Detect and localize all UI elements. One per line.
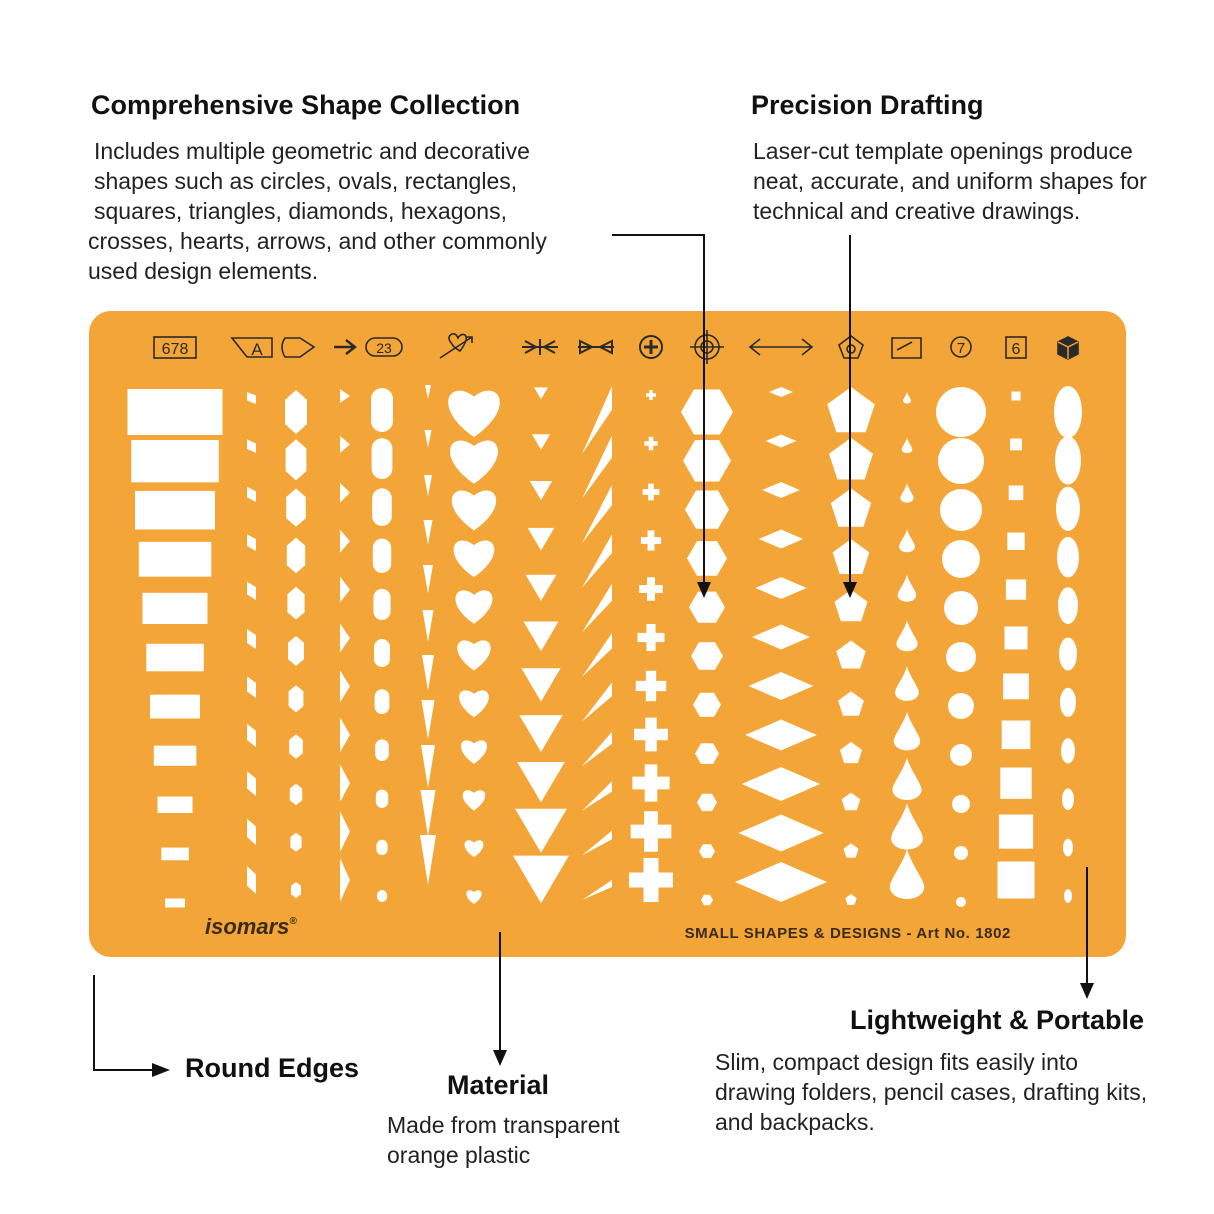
slot-cutout — [373, 539, 391, 573]
slot-cutout — [377, 890, 387, 902]
rectangle-cutout — [150, 695, 200, 719]
ellipse-cutout — [1057, 537, 1079, 578]
ellipse-cutout — [1055, 436, 1081, 484]
ellipse-cutout — [1063, 839, 1073, 857]
desc-line: orange plastic — [387, 1142, 531, 1168]
desc-line: Slim, compact design fits easily into — [715, 1049, 1079, 1075]
circle-cutout — [940, 489, 982, 531]
square-cutout — [1002, 721, 1031, 750]
slot-cutout — [372, 438, 393, 479]
feature-edges-title: Round Edges — [185, 1053, 359, 1083]
slot-cutout — [373, 589, 390, 620]
circle-cutout — [944, 591, 978, 625]
ellipse-cutout — [1061, 738, 1075, 763]
square-cutout — [1000, 768, 1031, 799]
ellipse-cutout — [1056, 487, 1080, 531]
desc-line: crosses, hearts, arrows, and other commonly — [88, 228, 547, 254]
number-text: 23 — [376, 340, 392, 356]
feature-material-desc — [387, 1110, 620, 1170]
desc-line: Made from transparent — [387, 1112, 620, 1138]
letter-a-text: A — [251, 340, 263, 359]
slot-cutout — [375, 689, 390, 714]
desc-line: drawing folders, pencil cases, drafting kits, — [715, 1079, 1148, 1105]
rectangle-cutout — [139, 542, 212, 577]
ellipse-cutout — [1058, 587, 1078, 624]
ellipse-cutout — [1064, 889, 1072, 903]
circle-number-text: 7 — [956, 340, 966, 357]
brand-logo: isomars® — [205, 914, 297, 939]
feature-precision-desc — [753, 136, 1147, 226]
feature-shapes-desc — [88, 136, 547, 286]
slot-cutout — [375, 739, 389, 761]
square-cutout — [1003, 674, 1029, 700]
square-cutout — [1005, 627, 1028, 650]
rectangle-cutout — [131, 440, 219, 482]
desc-line: used design elements. — [88, 258, 319, 284]
converge-arrows-icon — [522, 339, 558, 355]
desc-line: Laser-cut template openings produce — [753, 138, 1133, 164]
desc-line: and backpacks. — [715, 1109, 875, 1135]
slot-cutout — [374, 639, 390, 667]
feature-portable-title: Lightweight & Portable — [850, 1005, 1144, 1035]
slot-cutout — [372, 488, 392, 526]
square-number-text: 6 — [1011, 341, 1021, 358]
square-cutout — [998, 862, 1035, 899]
circle-cutout — [952, 795, 970, 813]
product-label: SMALL SHAPES & DESIGNS - Art No. 1802 — [684, 925, 1011, 942]
ellipse-cutout — [1060, 688, 1076, 717]
circle-cutout — [942, 540, 980, 578]
ellipse-cutout — [1054, 386, 1082, 438]
rectangle-cutout — [158, 797, 193, 813]
feature-material-title: Material — [447, 1070, 550, 1100]
square-cutout — [1007, 533, 1024, 550]
rectangle-cutout — [135, 491, 215, 530]
rectangle-cutout — [154, 746, 197, 766]
circle-cutout — [936, 387, 986, 437]
feature-portable-desc — [715, 1047, 1147, 1137]
desc-line: Includes multiple geometric and decorative — [94, 138, 530, 164]
slot-cutout — [376, 840, 387, 855]
square-cutout — [1009, 486, 1024, 501]
desc-line: neat, accurate, and uniform shapes for — [753, 168, 1147, 194]
feature-shapes-title: Comprehensive Shape Collection — [91, 90, 521, 120]
rectangle-cutout — [128, 389, 223, 435]
square-cutout — [1012, 392, 1021, 401]
circle-cutout — [956, 897, 966, 907]
slot-cutout — [376, 790, 388, 808]
ellipse-cutout — [1059, 638, 1077, 671]
circle-cutout — [948, 693, 974, 719]
rectangle-cutout — [161, 848, 189, 861]
rectangle-cutout — [146, 644, 204, 672]
code-text: 678 — [161, 341, 189, 358]
desc-line: technical and creative drawings. — [753, 198, 1081, 224]
circle-cutout — [946, 642, 976, 672]
desc-line: shapes such as circles, ovals, rectangles, — [94, 168, 518, 194]
rectangle-cutout — [165, 899, 185, 908]
circle-cutout — [954, 846, 968, 860]
ellipse-cutout — [1062, 788, 1074, 810]
slot-cutout — [371, 388, 393, 432]
feature-precision-title: Precision Drafting — [751, 90, 984, 120]
circle-cutout — [938, 438, 984, 484]
circle-cutout — [950, 744, 972, 766]
rectangle-cutout — [143, 593, 208, 624]
square-cutout — [1010, 439, 1022, 451]
desc-line: squares, triangles, diamonds, hexagons, — [94, 198, 507, 224]
square-cutout — [999, 815, 1033, 849]
square-cutout — [1006, 580, 1026, 600]
